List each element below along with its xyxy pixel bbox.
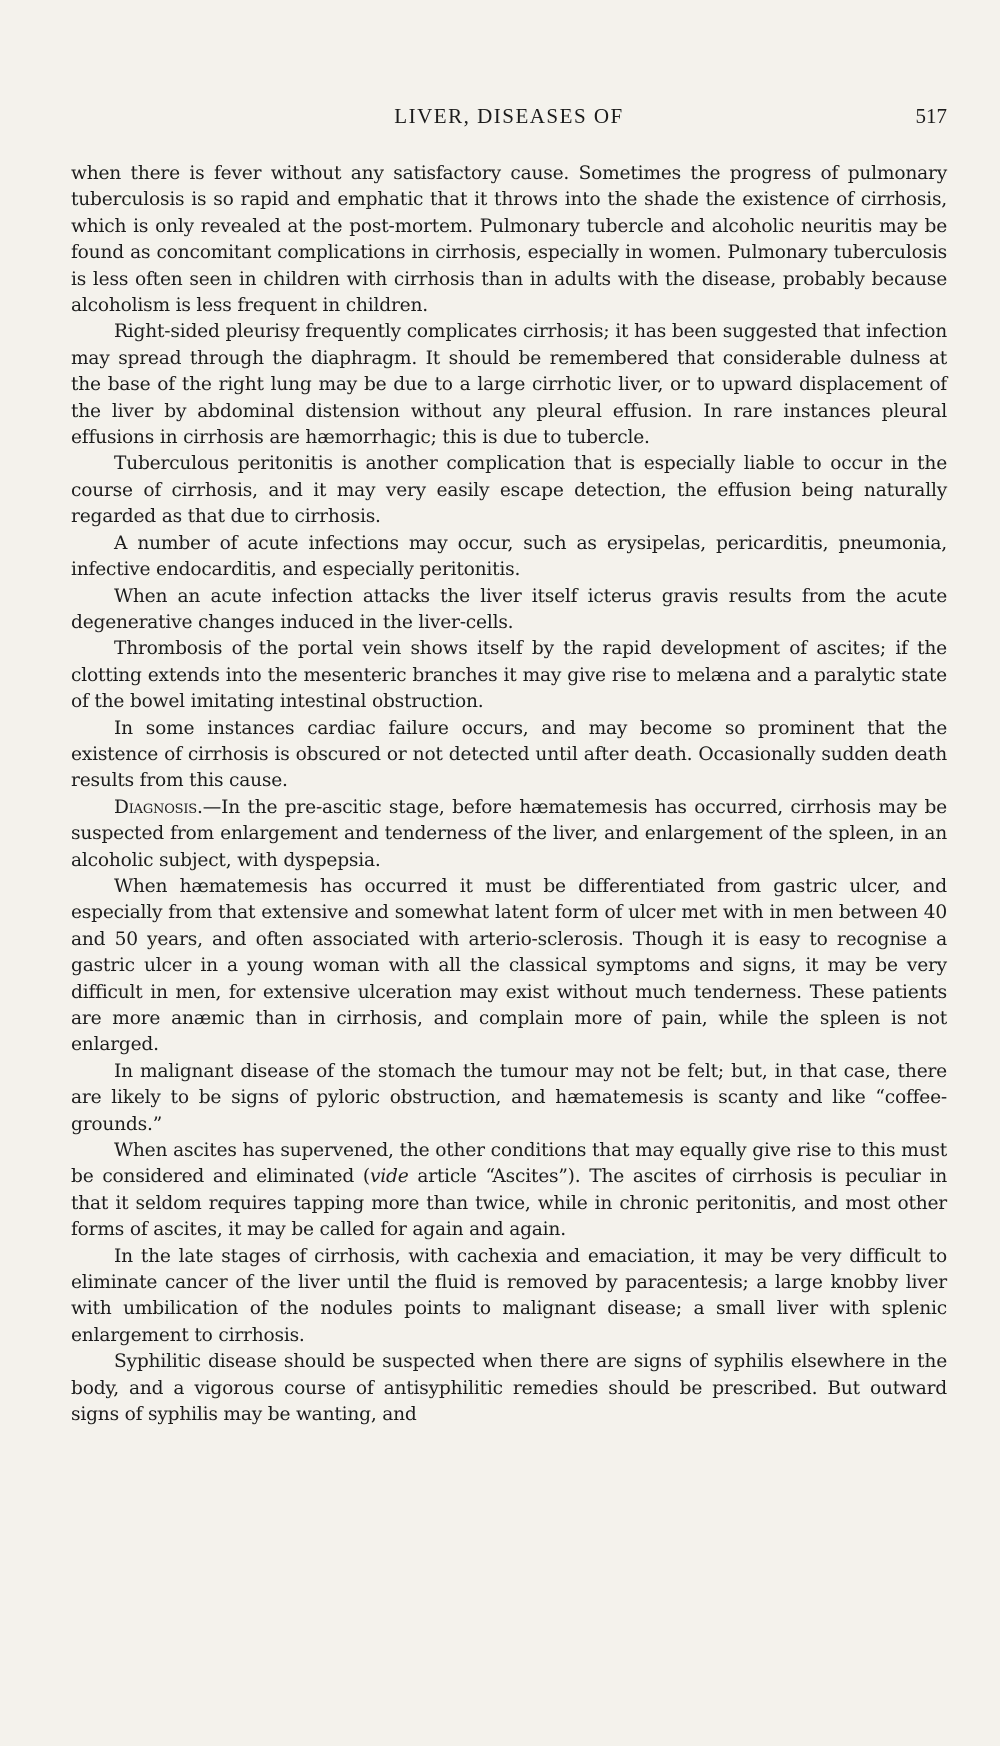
paragraph-acute-infections: A number of acute infections may occur, such as erysipelas, pericarditis, pneumonia, infective endocarditis, and especially peritonitis. [71,532,947,581]
paragraph-diagnosis [71,795,947,874]
running-header [71,104,947,134]
paragraph-late-stages: In the late stages of cirrhosis, with cachexia and emaciation, it may be very difficult to eliminate cancer of the liver until the fluid is removed by paracentesis; a large knobby liver with umbilication of the nodules points to malignant disease; a small liver with splenic enlargement to cirrhosis. [71,1245,947,1346]
paragraph-cardiac-failure: In some instances cardiac failure occurs, and may become so prominent that the existence of cirrhosis is obscured or not detected until after death. Occasionally sudden death results from this cause. [71,717,947,792]
paragraph-icterus-gravis: When an acute infection attacks the liver itself icterus gravis results from the acute degenerative changes induced in the liver-cells. [71,585,947,633]
ascites-text-before: When ascites has supervened, the other conditions that may equally give rise to this must be considered and eliminated ( [71,1140,947,1188]
body-text [71,161,947,1429]
paragraph-ascites [71,1138,947,1244]
paragraph-syphilitic: Syphilitic disease should be suspected when there are signs of syphilis elsewhere in the body, and a vigorous course of antisyphilitic remedies should be prescribed. But outward signs of syphilis may be wanting, and [71,1351,947,1426]
diagnosis-heading: Diagnosis. [114,796,203,818]
paragraph-malignant-stomach: In malignant disease of the stomach the tumour may not be felt; but, in that case, there are likely to be signs of pyloric obstruction, and hæmatemesis is scanty and like “coffee-grounds.” [71,1060,947,1135]
paragraph-tuberculosis-continuation: when there is fever without any satisfactory cause. Sometimes the progress of pulmonary tuberculosis is so rapid and emphatic that it throws into the shade the existence of cirrhosis, which is only revealed at the post-mortem. Pulmonary tubercle and alcoholic neuritis may be found as concomitant complications in cirrhosis, especially in women. Pulmonary tuberculosis is less often seen in children with cirrhosis than in adults with the disease, probably because alcoholism is less frequent in children. [71,163,947,317]
diagnosis-text: —In the pre-ascitic stage, before hæmatemesis has occurred, cirrhosis may be suspected from enlargement and tenderness of the liver, and enlargement of the spleen, in an alcoholic subject, with dyspepsia. [71,796,947,871]
page-number: 517 [915,104,947,128]
paragraph-pleurisy: Right-sided pleurisy frequently complicates cirrhosis; it has been suggested that infection may spread through the diaphragm. It should be remembered that considerable dulness at the base of the right lung may be due to a large cirrhotic liver, or to upward displacement of the liver by abdominal distension without any pleural effusion. In rare instances pleural effusions in cirrhosis are hæmorrhagic; this is due to tubercle. [71,321,947,449]
ascites-text-after: article “Ascites”). The ascites of cirrhosis is peculiar in that it seldom requires tapping more than twice, while in chronic peritonitis, and most other forms of ascites, it may be called for again and again. [71,1166,948,1241]
ascites-italic-vide: vide [369,1166,409,1188]
paragraph-peritonitis: Tuberculous peritonitis is another complication that is especially liable to occur in the course of cirrhosis, and it may very easily escape detection, the effusion being naturally regarded as that due to cirrhosis. [71,453,947,528]
paragraph-haematemesis: When hæmatemesis has occurred it must be differentiated from gastric ulcer, and especially from that extensive and somewhat latent form of ulcer met with in men between 40 and 50 years, and often associated with arterio-sclerosis. Though it is easy to recognise a gastric ulcer in a young woman with all the classical symptoms and signs, it may be very difficult in men, for extensive ulceration may exist without much tenderness. These patients are more anæmic than in cirrhosis, and complain more of pain, while the spleen is not enlarged. [71,875,947,1056]
paragraph-portal-thrombosis: Thrombosis of the portal vein shows itself by the rapid development of ascites; if the clotting extends into the mesenteric branches it may give rise to melæna and a paralytic state of the bowel imitating intestinal obstruction. [71,638,947,713]
running-title: LIVER, DISEASES OF [394,104,624,128]
